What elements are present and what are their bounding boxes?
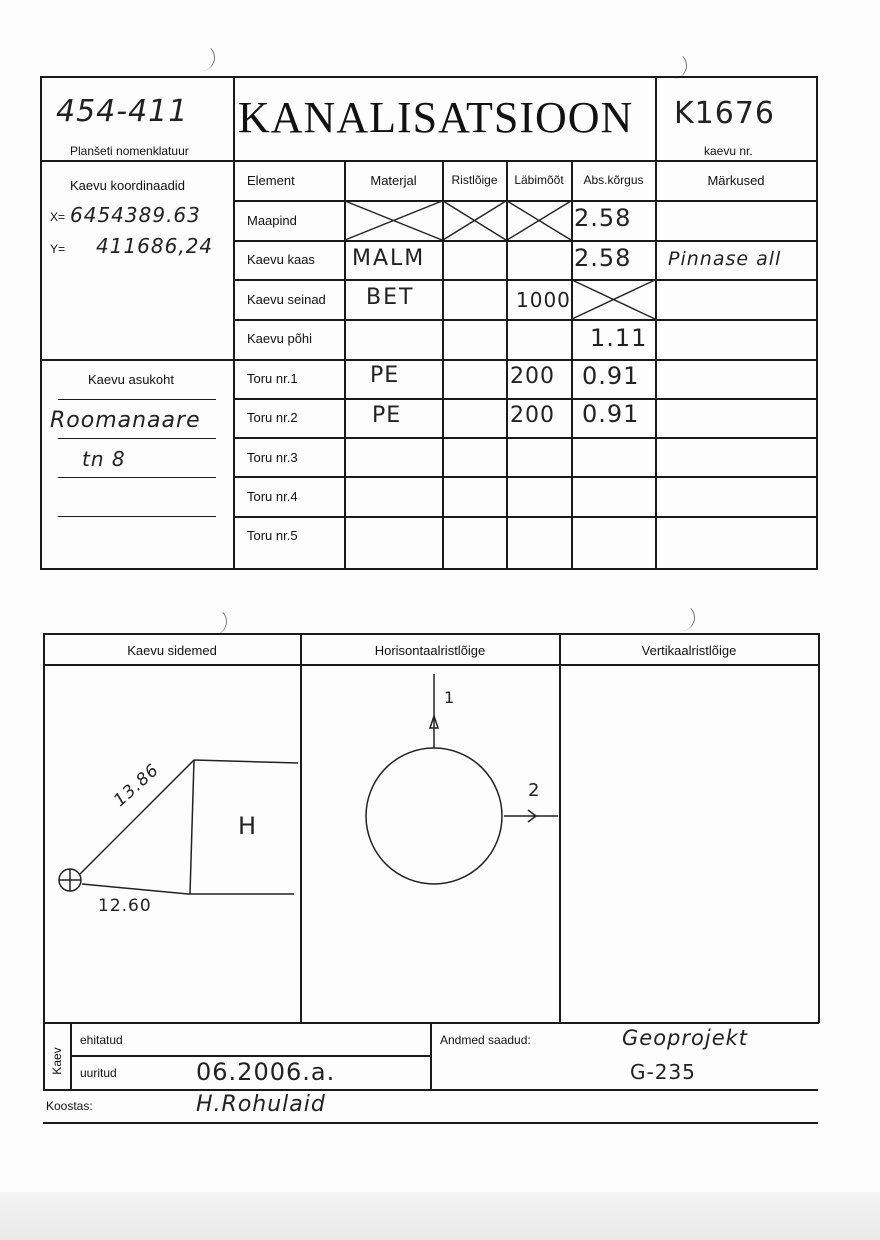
- row-element: Toru nr.2: [247, 410, 298, 425]
- coord-y-prefix: Y=: [50, 242, 66, 256]
- location-label: Kaevu asukoht: [88, 372, 175, 387]
- row-materjal: PE: [372, 403, 402, 428]
- row-abs: 1.11: [590, 324, 648, 352]
- coord-x-value: 6454389.63: [70, 203, 201, 227]
- header-abs-korgus: Abs.kõrgus: [583, 173, 644, 187]
- ehitatud-label: ehitatud: [80, 1033, 123, 1047]
- andmed-value-line1: Geoprojekt: [622, 1026, 749, 1050]
- sketch-header-vertical: Vertikaalristlõige: [641, 643, 737, 658]
- row-abs: 0.91: [582, 400, 640, 428]
- koostas-value: H.Rohulaid: [196, 1092, 326, 1117]
- andmed-value-line2: G-235: [630, 1060, 696, 1084]
- row-element: Toru nr.4: [247, 489, 298, 504]
- header-element: Element: [247, 173, 295, 188]
- header-materjal: Materjal: [370, 173, 417, 188]
- tie-line-bottom: [82, 884, 188, 894]
- header-labimoot: Läbimõõt: [514, 173, 564, 187]
- row-element: Maapind: [247, 213, 297, 228]
- nomenclature-value: 454-411: [56, 94, 189, 129]
- page-title: KANALISATSIOON: [238, 93, 634, 142]
- row-element: Kaevu seinad: [247, 292, 326, 307]
- coord-x-prefix: X=: [50, 210, 66, 224]
- row-materjal: BET: [366, 285, 415, 310]
- row-abs: 2.58: [574, 244, 632, 272]
- row-abs: 0.91: [582, 362, 640, 390]
- row-element: Kaevu põhi: [247, 331, 313, 346]
- nomenclature-label: Planšeti nomenklatuur: [70, 144, 189, 158]
- pipe-1-label: 1: [444, 688, 456, 707]
- building-letter: H: [238, 812, 258, 840]
- location-line1: Roomanaare: [50, 408, 201, 433]
- location-line2: tn 8: [82, 447, 126, 471]
- well-circle: [366, 748, 502, 884]
- coord-y-value: 411686,24: [96, 234, 214, 258]
- well-number-label: kaevu nr.: [704, 144, 753, 158]
- sketch-header-ties: Kaevu sidemed: [127, 643, 217, 658]
- row-labimoot: 1000: [516, 288, 571, 312]
- uuritud-value: 06.2006.a.: [196, 1058, 336, 1086]
- coords-label: Kaevu koordinaadid: [70, 178, 185, 193]
- kaev-label: Kaev: [50, 1047, 64, 1075]
- koostas-label: Koostas:: [46, 1099, 93, 1113]
- row-element: Kaevu kaas: [247, 252, 315, 267]
- row-labimoot: 200: [510, 403, 555, 428]
- scan-edge: [0, 1192, 880, 1240]
- header-markused: Märkused: [707, 173, 765, 188]
- header-ristloige: Ristlõige: [451, 173, 498, 187]
- distance-bottom: 12.60: [98, 896, 152, 916]
- well-number-value: K1676: [674, 96, 776, 131]
- sketch-header-horizontal: Horisontaalristlõige: [374, 643, 486, 658]
- distance-diagonal: 13.86: [110, 760, 164, 811]
- row-materjal: MALM: [352, 246, 426, 271]
- row-materjal: PE: [370, 363, 400, 388]
- andmed-label: Andmed saadud:: [440, 1033, 531, 1047]
- uuritud-label: uuritud: [80, 1066, 117, 1080]
- row-labimoot: 200: [510, 364, 555, 389]
- row-markused: Pinnase all: [668, 248, 782, 270]
- row-element: Toru nr.1: [247, 371, 298, 386]
- row-element: Toru nr.5: [247, 528, 298, 543]
- row-element: Toru nr.3: [247, 450, 298, 465]
- pipe-2-label: 2: [528, 780, 541, 801]
- row-abs: 2.58: [574, 204, 632, 232]
